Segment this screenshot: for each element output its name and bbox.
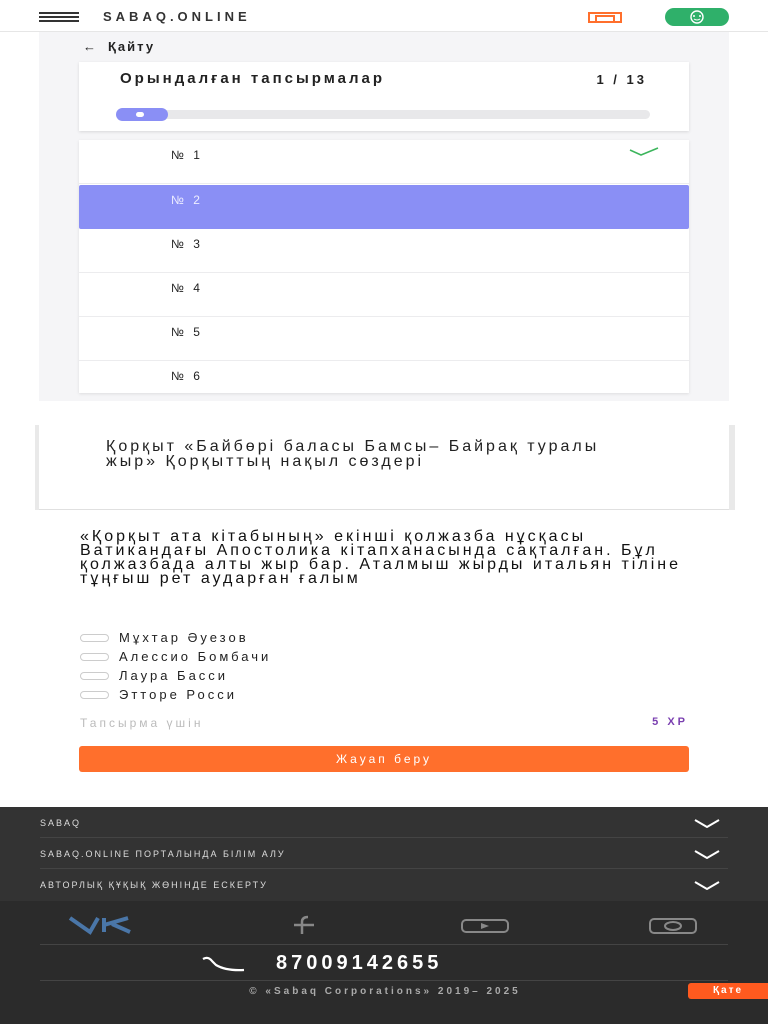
progress-title: Орындалған тапсырмалар: [120, 70, 386, 87]
task-item-2[interactable]: [79, 185, 689, 229]
accordion-label: SABAQ: [40, 818, 82, 828]
phone-row: [40, 947, 728, 981]
lesson-card: [39, 425, 729, 510]
submit-answer-button[interactable]: Жауап беру: [79, 746, 689, 772]
footer-accordion: [0, 807, 768, 901]
back-label: Қайту: [108, 39, 156, 54]
accordion-label: АВТОРЛЫҚ ҚҰҚЫҚ ЖӨНІНДЕ ЕСКЕРТУ: [40, 880, 268, 890]
task-label: № 2: [171, 193, 203, 207]
accordion-item-copyright[interactable]: [40, 869, 728, 900]
task-item-6[interactable]: [79, 361, 689, 405]
option-label: Лаура Басси: [119, 668, 229, 683]
option-2[interactable]: [80, 647, 580, 666]
social-links: [40, 907, 728, 945]
chevron-down-icon: [694, 850, 720, 859]
option-4[interactable]: [80, 685, 580, 704]
option-label: Этторе Росси: [119, 687, 237, 702]
radio-button[interactable]: [80, 634, 109, 642]
radio-button[interactable]: [80, 672, 109, 680]
task-item-5[interactable]: [79, 317, 689, 361]
back-link[interactable]: [83, 39, 155, 54]
facebook-icon[interactable]: [288, 915, 322, 935]
progress-count: 1 / 13: [596, 72, 647, 87]
progress-knob: [116, 108, 168, 121]
instagram-icon[interactable]: [648, 915, 698, 935]
xp-value: 5 XP: [652, 716, 688, 728]
phone-number[interactable]: 87009142655: [276, 952, 443, 974]
progress-bar: [117, 110, 650, 119]
top-header: [0, 0, 768, 32]
task-label: № 1: [171, 148, 203, 162]
copyright-text: © «Sabaq Corporations» 2019– 2025: [249, 986, 521, 997]
option-1[interactable]: [80, 628, 580, 647]
radio-button[interactable]: [80, 653, 109, 661]
hamburger-icon[interactable]: [39, 12, 79, 21]
chevron-down-icon: [694, 881, 720, 890]
avatar-icon[interactable]: [665, 8, 729, 26]
answer-options: [80, 628, 580, 704]
task-label: № 3: [171, 237, 203, 251]
lesson-title: Қорқыт «Байбөрі баласы Бамсы– Байрақ туралы жыр» Қорқыттың нақыл сөздері: [106, 438, 600, 470]
task-label: № 4: [171, 281, 203, 295]
reward-label: Тапсырма үшін: [80, 716, 204, 730]
accordion-label: SABAQ.ONLINE ПОРТАЛЫНДА БІЛІМ АЛУ: [40, 849, 286, 859]
task-list: [79, 140, 689, 393]
report-error-tab[interactable]: Қате: [688, 983, 768, 999]
arrow-left-icon: ←: [83, 39, 98, 54]
check-icon: [629, 146, 659, 156]
task-item-3[interactable]: [79, 229, 689, 273]
radio-button[interactable]: [80, 691, 109, 699]
home-icon[interactable]: [588, 10, 622, 23]
question-text: «Қорқыт ата кітабының» екінші қолжазба нұсқасы Ватикандағы Апостолика кітапханасында сақталған. Бұл қолжазбада алты жыр бар. Аталмыш жырды итальян тіліне тұңғыш рет аударған ғалым: [80, 528, 681, 587]
task-label: № 6: [171, 369, 203, 383]
phone-icon: [200, 955, 248, 973]
option-label: Алессио Бомбачи: [119, 649, 272, 664]
task-item-1[interactable]: [79, 140, 689, 184]
option-label: Мұхтар Әуезов: [119, 630, 249, 645]
brand-logo[interactable]: SABAQ.ONLINE: [103, 9, 251, 24]
accordion-item-learning[interactable]: [40, 838, 728, 869]
task-label: № 5: [171, 325, 203, 339]
footer: [0, 807, 768, 1024]
task-item-4[interactable]: [79, 273, 689, 317]
chevron-down-icon: [694, 819, 720, 828]
vk-icon[interactable]: [68, 915, 152, 935]
youtube-icon[interactable]: [460, 915, 510, 935]
accordion-item-sabaq[interactable]: [40, 807, 728, 838]
progress-card: [79, 62, 689, 131]
option-3[interactable]: [80, 666, 580, 685]
